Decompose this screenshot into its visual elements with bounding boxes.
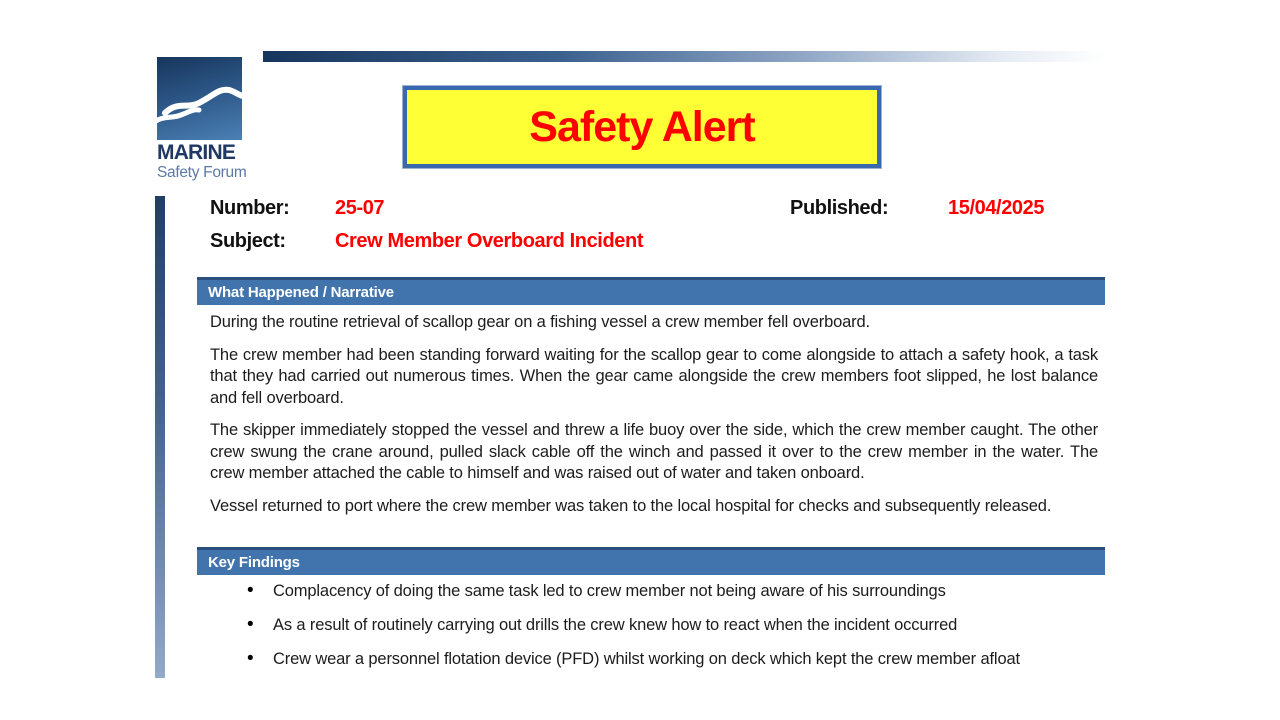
number-label: Number: (210, 197, 290, 219)
key-findings-list (210, 581, 1105, 683)
banner-title: Safety Alert (529, 102, 755, 151)
published-value: 15/04/2025 (948, 197, 1045, 219)
key-finding-item: • Complacency of doing the same task led to crew member not being aware of his surroundings (210, 581, 1105, 602)
narrative-paragraph: During the routine retrieval of scallop gear on a fishing vessel a crew member fell overboard. (210, 313, 870, 331)
subject-value: Crew Member Overboard Incident (335, 230, 644, 252)
logo-title: MARINE (157, 141, 236, 164)
subject-label: Subject: (210, 230, 286, 252)
section-header-narrative (197, 277, 1105, 305)
narrative-body (210, 312, 1098, 528)
section-header-key-findings-label: Key Findings (208, 554, 300, 571)
logo-wave-icon (157, 57, 242, 140)
key-finding-item: • As a result of routinely carrying out drills the crew knew how to react when the incident occurred (210, 615, 1105, 636)
logo-subtitle: Safety Forum (157, 164, 247, 181)
marine-safety-forum-logo (157, 57, 247, 181)
top-gradient-rule (263, 51, 1105, 62)
narrative-paragraph: The skipper immediately stopped the vessel and threw a life buoy over the side, which the crew member caught. The other crew swung the crane around, pulled slack cable off the winch and passed it over to the crew member in the water. The crew member attached the cable to himself and was raised out of water and taken onboard. (210, 421, 1098, 482)
safety-alert-banner (403, 86, 881, 168)
section-header-key-findings (197, 547, 1105, 575)
narrative-paragraph: Vessel returned to port where the crew member was taken to the local hospital for checks and subsequently released. (210, 496, 1052, 515)
published-label: Published: (790, 197, 889, 219)
number-value: 25-07 (335, 197, 385, 219)
key-finding-item: • Crew wear a personnel flotation device (PFD) whilst working on deck which kept the crew member afloat (210, 649, 1105, 670)
left-vertical-rule (155, 196, 165, 678)
section-header-narrative-label: What Happened / Narrative (208, 284, 394, 301)
narrative-paragraph: The crew member had been standing forward waiting for the scallop gear to come alongside to attach a safety hook, a task that they had carried out numerous times. When the gear came alongside the crew members foot slipped, he lost balance and fell overboard. (210, 345, 1098, 407)
